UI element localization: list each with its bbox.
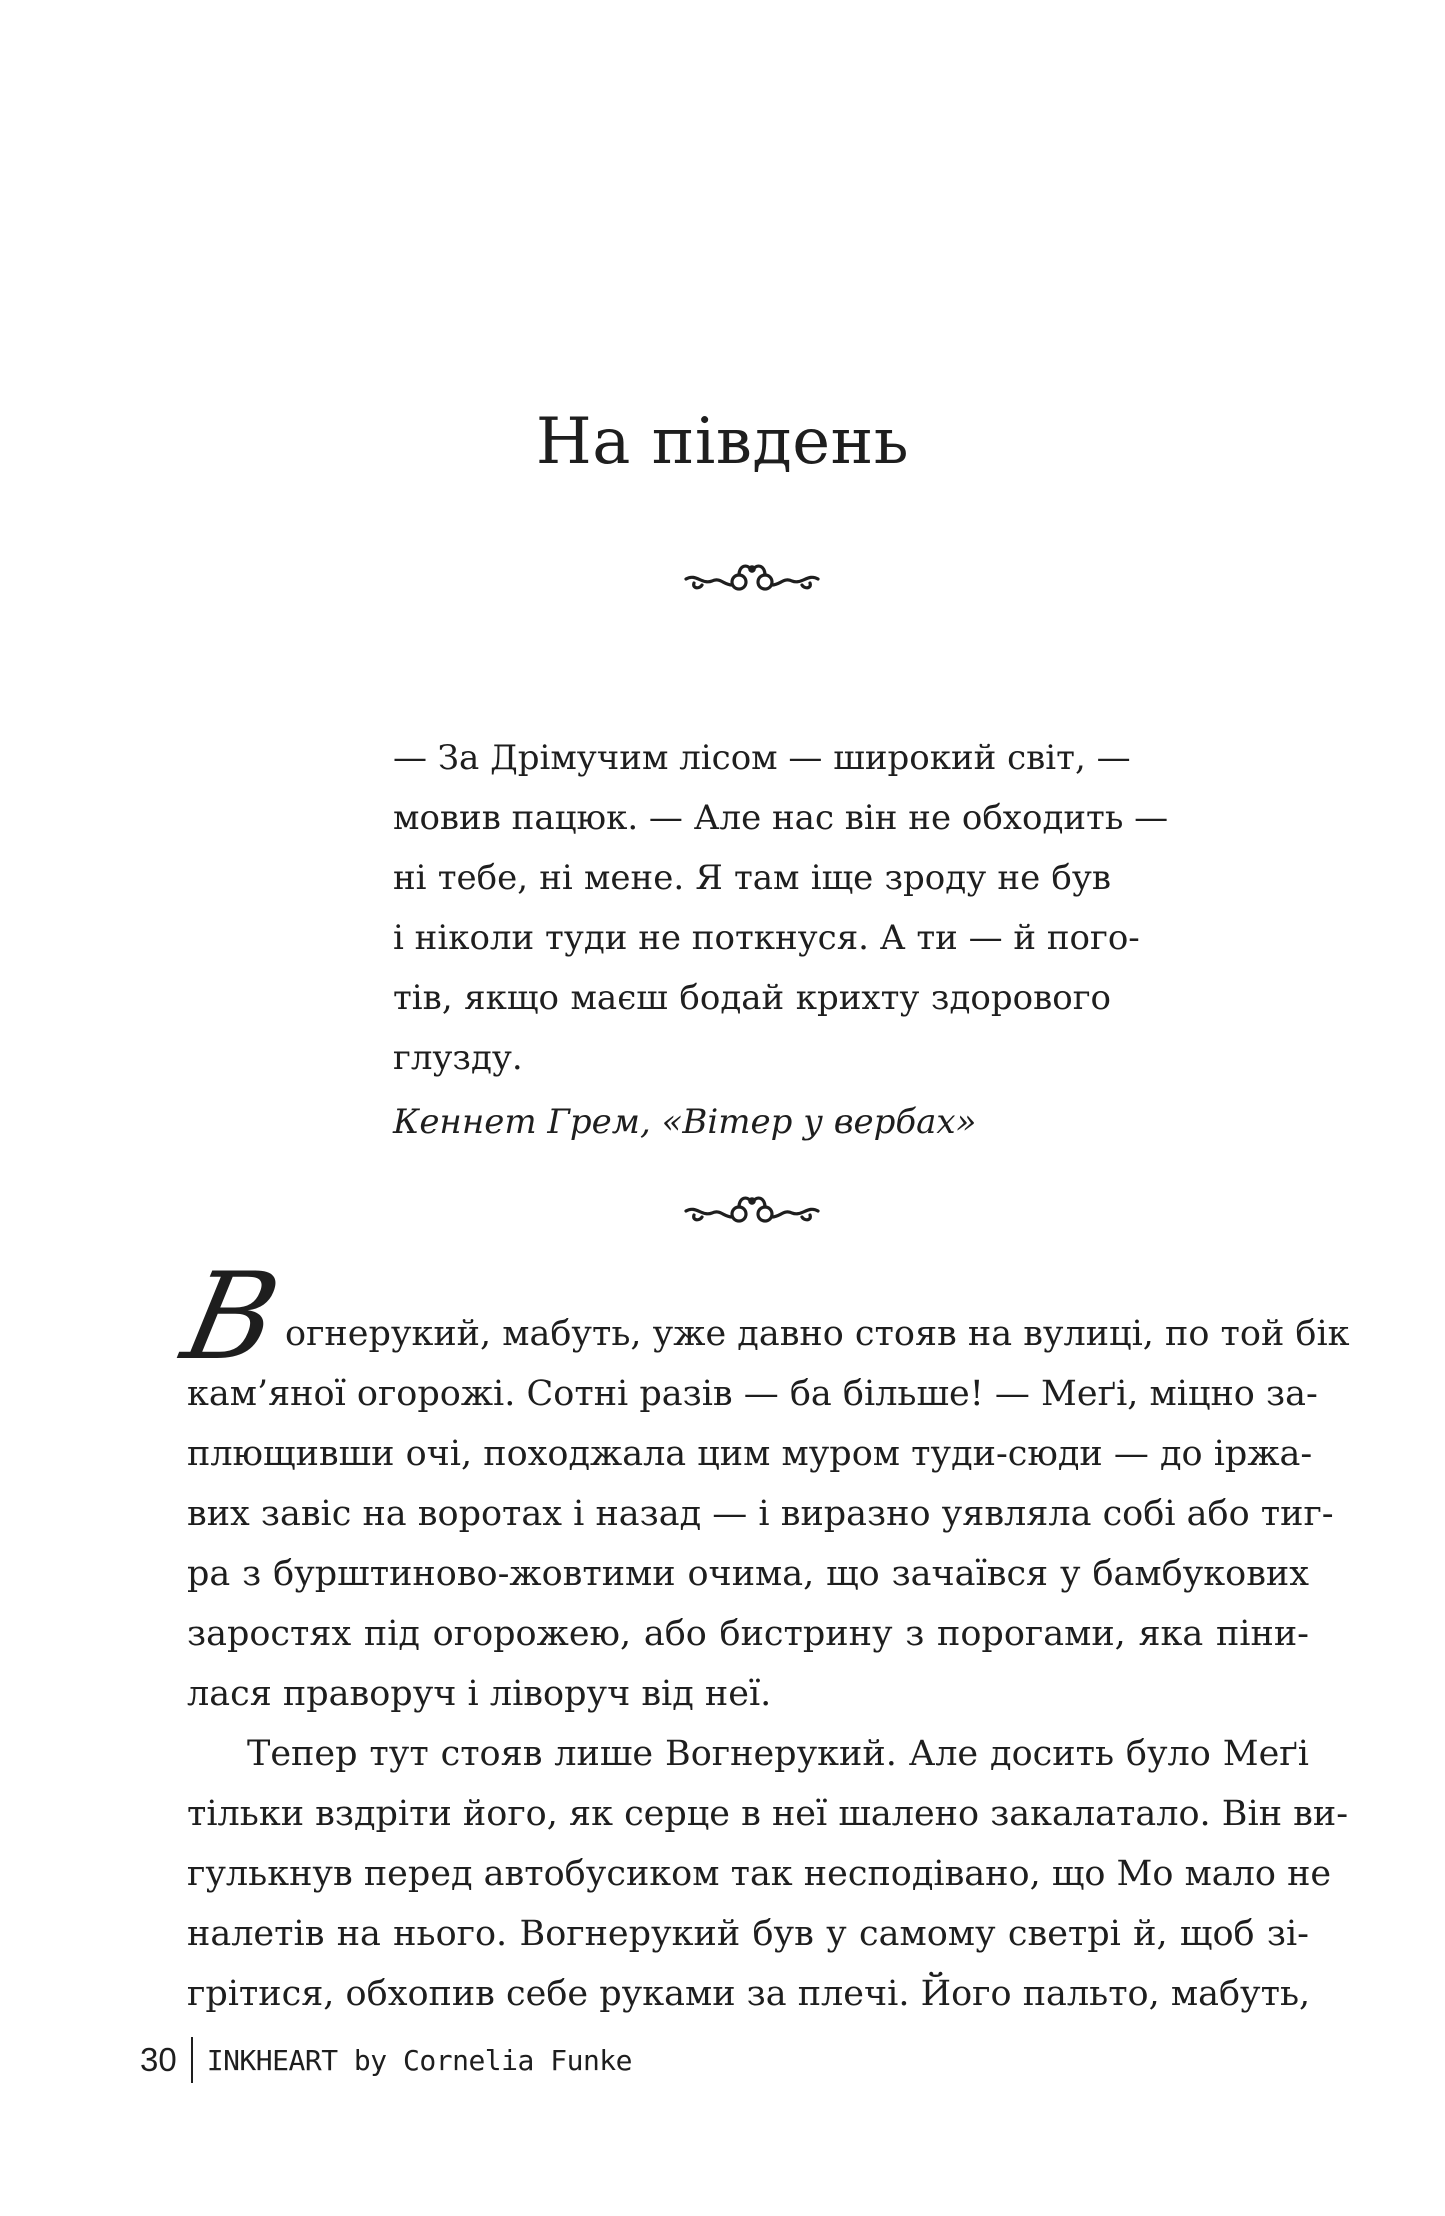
text-line: ра з бурштиново-жовтими очима, що зачаївся у бамбукових (187, 1554, 1309, 1594)
chapter-title: На південь (535, 405, 910, 479)
text-line: тільки вздріти його, як серце в неї шалено закалатало. Він ви- (187, 1794, 1349, 1834)
epigraph-line: мовив пацюк. — Але нас він не обходить — (393, 798, 1169, 838)
epigraph-line: тів, якщо маєш бодай крихту здорового (393, 978, 1111, 1018)
page-number: 30 (140, 2041, 177, 2078)
epigraph-source: Кеннет Грем, «Вітер у вербах» (393, 1102, 977, 1142)
text-line: грітися, обхопив себе руками за плечі. Його пальто, мабуть, (187, 1974, 1311, 2014)
text-line: плющивши очі, походжала цим муром туди-сюди — до іржа- (187, 1434, 1313, 1474)
text-line: налетів на нього. Вогнерукий був у самому светрі й, щоб зі- (187, 1914, 1309, 1954)
text-line: лася праворуч і ліворуч від неї. (187, 1674, 772, 1714)
epigraph-line: глузду. (393, 1038, 523, 1078)
text-line: заростях під огорожею, або бистрину з порогами, яка піни- (187, 1614, 1309, 1654)
epigraph-line: — За Дрімучим лісом — широкий світ, — (393, 738, 1131, 778)
text-line: Тепер тут стояв лише Вогнерукий. Але досить було Меґі (247, 1734, 1309, 1774)
drop-cap: В (172, 1248, 291, 1387)
epigraph-line: і ніколи туди не поткнуся. А ти — й пого- (393, 918, 1140, 958)
text-line: огнерукий, мабуть, уже давно стояв на вулиці, по той бік (285, 1314, 1350, 1354)
epigraph (393, 728, 1169, 1152)
page-footer (140, 2036, 632, 2084)
running-title: INKHEART by Cornelia Funke (206, 2043, 633, 2077)
flourish-ornament-icon (682, 1187, 822, 1237)
footer-divider (191, 2037, 193, 2083)
body-text (172, 1248, 1350, 2024)
text-line: кам’яної огорожі. Сотні разів — ба більше! — Меґі, міцно за- (187, 1374, 1318, 1414)
text-line: гулькнув перед автобусиком так несподівано, що Мо мало не (187, 1854, 1332, 1894)
text-line: вих завіс на воротах і назад — і виразно уявляла собі або тиг- (187, 1494, 1334, 1534)
flourish-ornament-icon (682, 555, 822, 605)
epigraph-line: ні тебе, ні мене. Я там іще зроду не був (393, 858, 1111, 898)
